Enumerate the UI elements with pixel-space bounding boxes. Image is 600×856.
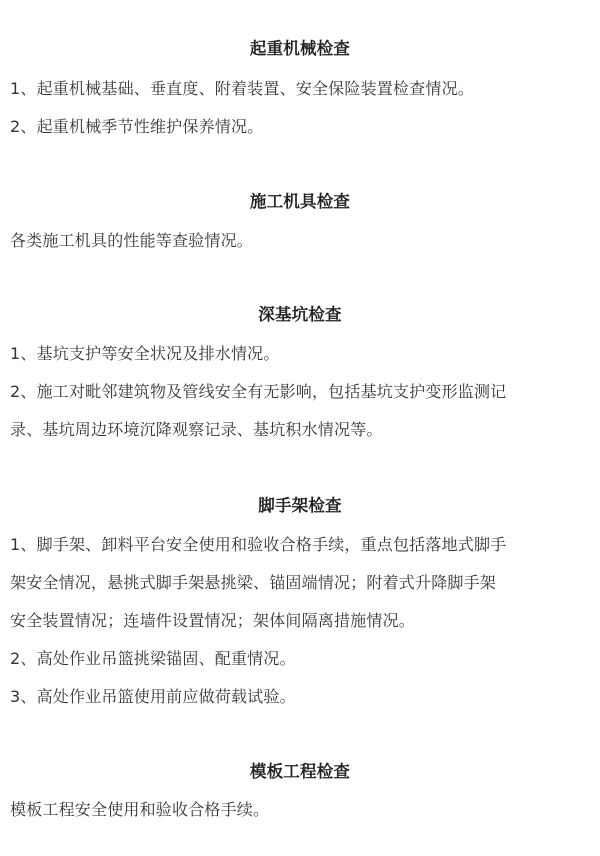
section-line: 2、高处作业吊篮挑梁锚固、配重情况。 <box>10 649 296 668</box>
section-title-deep-pit-inspection: 深基坑检查 <box>258 305 342 324</box>
section-line: 各类施工机具的性能等查验情况。 <box>10 231 254 250</box>
section-line: 3、高处作业吊篮使用前应做荷载试验。 <box>10 687 296 706</box>
section-title-tools-inspection: 施工机具检查 <box>249 192 351 211</box>
section-line: 架安全情况，悬挑式脚手架悬挑梁、锚固端情况；附着式升降脚手架 <box>10 573 497 592</box>
section-title-scaffold-inspection: 脚手架检查 <box>258 496 342 515</box>
section-line: 安全装置情况；连墙件设置情况；架体间隔离措施情况。 <box>10 611 416 630</box>
section-title-crane-inspection: 起重机械检查 <box>249 39 351 58</box>
section-line: 1、起重机械基础、垂直度、附着装置、安全保险装置检查情况。 <box>10 79 474 98</box>
section-line: 2、施工对毗邻建筑物及管线安全有无影响，包括基坑支护变形监测记 <box>10 382 507 401</box>
section-line: 模板工程安全使用和验收合格手续。 <box>10 800 270 819</box>
section-title-formwork-inspection: 模板工程检查 <box>249 762 351 781</box>
section-line: 1、基坑支护等安全状况及排水情况。 <box>10 344 280 363</box>
section-line: 1、脚手架、卸料平台安全使用和验收合格手续，重点包括落地式脚手 <box>10 535 507 554</box>
section-line: 录、基坑周边环境沉降观察记录、基坑积水情况等。 <box>10 420 383 439</box>
section-line: 2、起重机械季节性维护保养情况。 <box>10 117 264 136</box>
